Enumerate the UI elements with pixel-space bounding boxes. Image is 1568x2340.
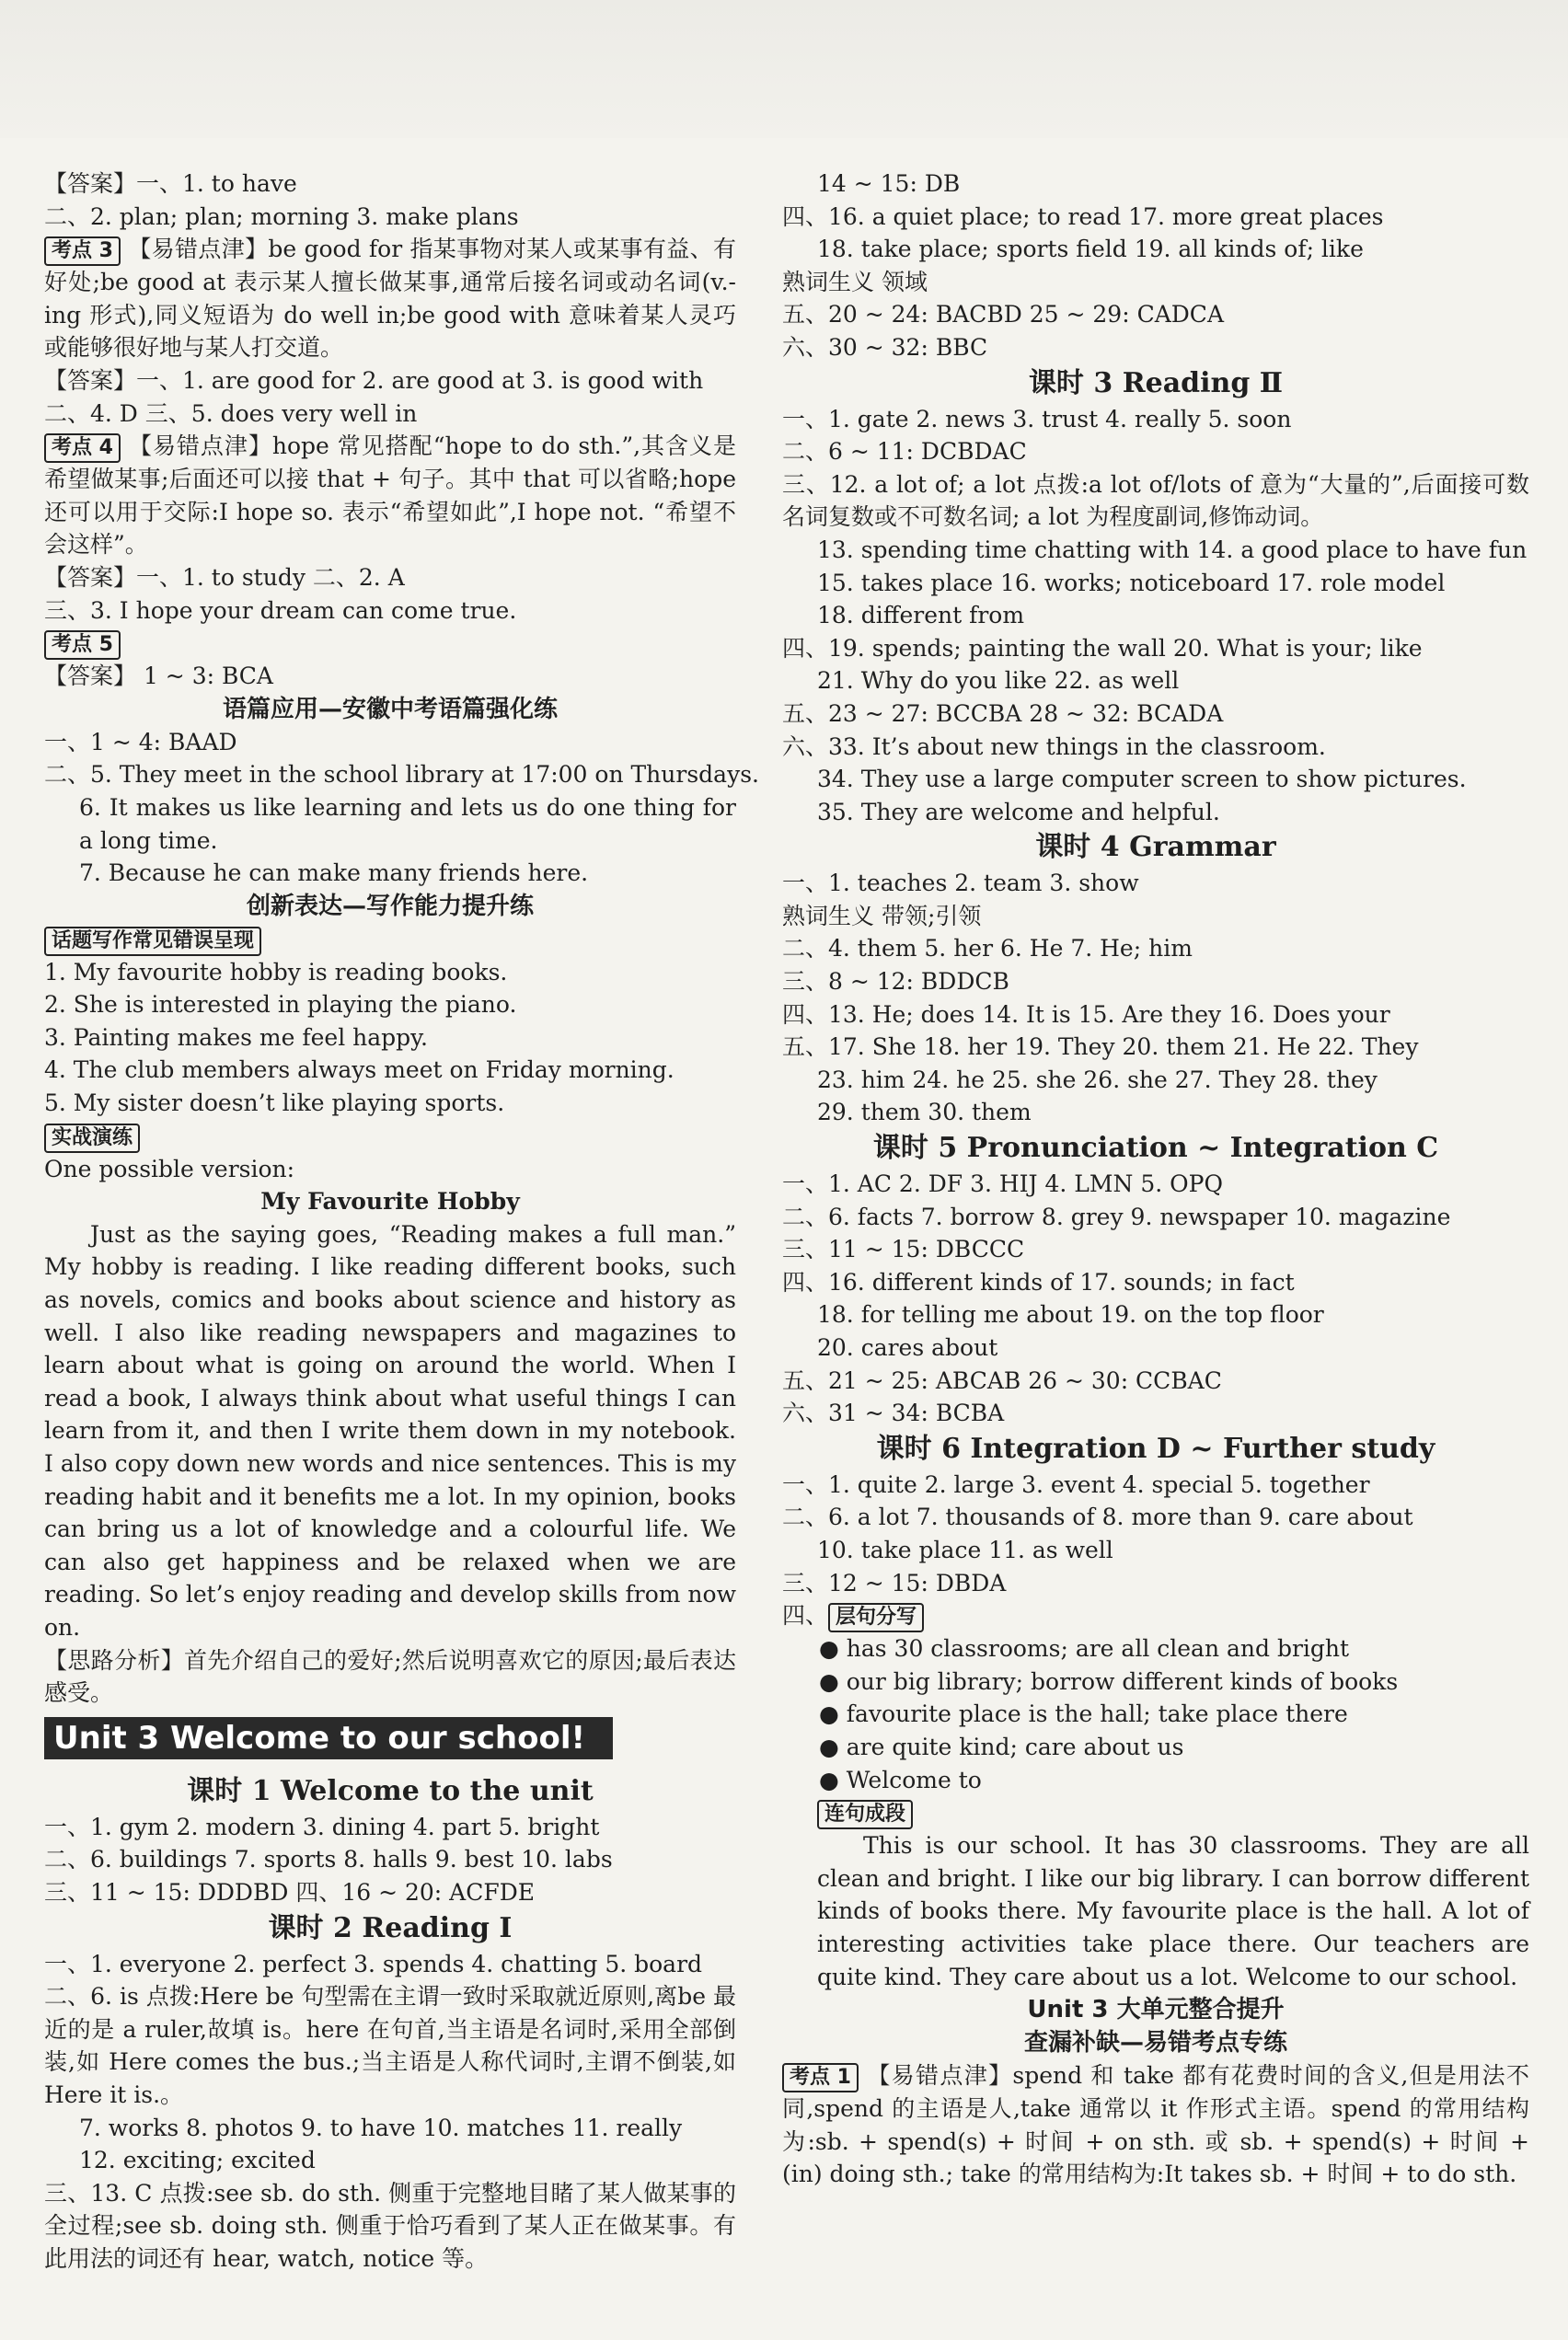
answer-line: 7. Because he can make many friends here. (79, 859, 589, 887)
answer-line: 一、1. everyone 2. perfect 3. spends 4. chatting 5. board (44, 1950, 703, 1977)
tag-row (782, 1796, 1529, 1829)
answer-line: 四、19. spends; painting the wall 20. What is your; like (782, 634, 1423, 662)
layer-tag: 层句分写 (828, 1603, 924, 1632)
answer-line: 12. exciting; excited (79, 2147, 316, 2174)
writing-line: 5. My sister doesn’t like playing sports. (44, 1089, 505, 1117)
answer-line: 一、1. teaches 2. team 3. show (782, 870, 1139, 897)
paragraph: This is our school. It has 30 classrooms. They are all clean and bright. I like our big library. I can borrow different kinds of books there. My favourite place is the hall. A lot of interesting activities take place there. Our teachers are quite kind. They care about us a lot. Welcome to our school. (817, 1832, 1529, 1990)
answer-line: 三、11 ~ 15: DBCCC (782, 1236, 1025, 1263)
answer-line: 10. take place 11. as well (817, 1536, 1113, 1563)
answer-line: 13. spending time chatting with 14. a good place to have fun (817, 536, 1528, 563)
answer-line: 四、16. different kinds of 17. sounds; in fact (782, 1268, 1295, 1296)
answer-line: 15. takes place 16. works; noticeboard 17. role model (817, 569, 1446, 596)
tag-row: 四、 层句分写 (782, 1599, 1529, 1632)
answer-line: 四、13. He; does 14. It is 15. Are they 16. Does your (782, 1000, 1390, 1028)
kaodian-tag: 考点 5 (44, 630, 121, 660)
lesson-title: 课时 3 Reading Ⅱ (1028, 366, 1284, 399)
bullet-item: ● are quite kind; care about us (819, 1733, 1184, 1760)
answer-line: 六、30 ~ 32: BBC (782, 333, 988, 361)
answer-line: 一、1. quite 2. large 3. event 4. special 5. together (782, 1470, 1370, 1498)
answer-line: 【答案】一、1. to study 二、2. A (44, 563, 405, 591)
tag-row (44, 1120, 736, 1153)
answer-line: 熟词生义 领域 (782, 268, 928, 295)
lesson-title: 课时 1 Welcome to the unit (187, 1774, 594, 1807)
answer-line: 6. It makes us like learning and lets us do one thing for a long time. (79, 793, 736, 854)
answer-line: 二、2. plan; plan; morning 3. make plans (44, 202, 519, 230)
writing-line: 1. My favourite hobby is reading books. (44, 958, 508, 986)
right-column (782, 167, 1529, 2191)
answer-line: 20. cares about (817, 1334, 998, 1361)
lesson-title: 课时 6 Integration D ~ Further study (876, 1432, 1435, 1465)
answer-line: 六、31 ~ 34: BCBA (782, 1400, 1005, 1427)
essay-body: Just as the saying goes, “Reading makes a full man.” My hobby is reading. I like reading different books, such as novels, comics and books about science and history as well. I also like reading newspapers and magazines to learn about what is going on around the world. When I read a book, I always think about what useful things I can learn from it, and then I write them down in my notebook. I also copy down new words and nice sentences. This is my reading habit and it benefits me a lot. In my opinion, books can bring us a lot of knowledge and a colourful life. We can also get happiness and be relaxed when we are reading. So let’s enjoy reading and develop skills from now on. (44, 1220, 736, 1641)
answer-line: 23. him 24. he 25. she 26. she 27. They 28. they (817, 1066, 1378, 1093)
section-title: 创新表达—写作能力提升练 (246, 892, 534, 920)
answer-line: 三、8 ~ 12: BDDCB (782, 968, 1009, 996)
analysis: 【思路分析】首先介绍自己的爱好;然后说明喜欢它的原因;最后表达感受。 (44, 1646, 736, 1707)
top-band (0, 0, 1568, 138)
lesson-title: 课时 5 Pronunciation ~ Integration C (872, 1132, 1439, 1165)
answer-line: 14 ~ 15: DB (817, 170, 961, 197)
bullet-item: ● favourite place is the hall; take place there (819, 1700, 1348, 1728)
unit-title-bar: Unit 3 Welcome to our school! (44, 1717, 613, 1759)
answer-line: 一、1. gym 2. modern 3. dining 4. part 5. bright (44, 1813, 600, 1840)
answer-line: 34. They use a large computer screen to show pictures. (817, 766, 1467, 793)
answer-line: 18. different from (817, 602, 1025, 629)
practice-tag: 实战演练 (44, 1124, 140, 1153)
answer-line: 熟词生义 带领;引领 (782, 902, 982, 929)
answer-line: 35. They are welcome and helpful. (817, 798, 1220, 825)
link-tag: 连句成段 (817, 1800, 913, 1829)
answer-line: 二、5. They meet in the school library at 17:00 on Thursdays. (44, 761, 759, 789)
unit-integration-subtitle: 查漏补缺—易错考点专练 (1023, 2029, 1287, 2058)
answer-line: 【答案】一、1. are good for 2. are good at 3. is good with (44, 366, 704, 394)
error-note: 考点 3 【易错点津】be good for 指某事物对某人或某事有益、有好处;be good at 表示某人擅长做某事,通常后接名词或动名词(v.-ing 形式),同义短语为 do well in;be good with 意味着某人灵巧或能够很好地与某人打交道。 (44, 236, 736, 362)
answer-line: 二、6. a lot 7. thousands of 8. more than 9. care about (782, 1504, 1413, 1531)
answer-line: 三、12 ~ 15: DBDA (782, 1569, 1007, 1597)
answer-line: 二、6. buildings 7. sports 8. halls 9. best 10. labs (44, 1846, 613, 1873)
answer-line: 二、6 ~ 11: DCBDAC (782, 438, 1027, 466)
answer-line: 五、20 ~ 24: BACBD 25 ~ 29: CADCA (782, 301, 1224, 329)
bullet-item: ● Welcome to (819, 1766, 982, 1793)
answer-line: 18. take place; sports field 19. all kinds of; like (817, 236, 1364, 263)
answer-line: 三、12. a lot of; a lot 点拨:a lot of/lots of 意为“大量的”,后面接可数名词复数或不可数名词; a lot 为程度副词,修饰动词。 (782, 470, 1529, 531)
answer-line: 一、1. gate 2. news 3. trust 4. really 5. soon (782, 405, 1292, 432)
unit-integration-title: Unit 3 大单元整合提升 (1027, 1996, 1285, 2024)
writing-line: 4. The club members always meet on Friday morning. (44, 1056, 674, 1084)
lesson-title: 课时 4 Grammar (1035, 831, 1276, 864)
essay-title: My Favourite Hobby (260, 1188, 520, 1216)
kaodian-tag: 考点 3 (44, 236, 121, 266)
kaodian-tag: 考点 1 (782, 2063, 859, 2092)
answer-line: 29. them 30. them (817, 1099, 1032, 1126)
bullet-item: ● has 30 classrooms; are all clean and bright (819, 1635, 1350, 1663)
answer-line: 五、21 ~ 25: ABCAB 26 ~ 30: CCBAC (782, 1366, 1222, 1394)
error-note: 考点 4 【易错点津】hope 常见搭配“hope to do sth.”,其含义是希望做某事;后面还可以接 that + 句子。其中 that 可以省略;hope 还可以用于交际:I hope so. 表示“希望如此”,I hope not. “希望不会这样”。 (44, 432, 736, 559)
kaodian-tag: 考点 4 (44, 433, 121, 463)
answer-line: 一、1. AC 2. DF 3. HIJ 4. LMN 5. OPQ (782, 1170, 1223, 1198)
answer-line: 五、23 ~ 27: BCCBA 28 ~ 32: BCADA (782, 699, 1224, 727)
common-errors-tag: 话题写作常见错误呈现 (44, 927, 261, 956)
answer-line: 【答案】一、1. to have (44, 170, 297, 197)
answer-line: 四、16. a quiet place; to read 17. more great places (782, 202, 1384, 230)
answer-line: 21. Why do you like 22. as well (817, 667, 1180, 695)
answer-line: 二、4. them 5. her 6. He 7. He; him (782, 935, 1193, 963)
answer-line: 一、1 ~ 4: BAAD (44, 728, 237, 755)
answer-line: 五、17. She 18. her 19. They 20. them 21. He 22. They (782, 1033, 1419, 1061)
version-label: One possible version: (44, 1155, 295, 1182)
section-title: 语篇应用—安徽中考语篇强化练 (222, 695, 558, 723)
answer-line: 三、11 ~ 15: DDDBD 四、16 ~ 20: ACFDE (44, 1878, 535, 1906)
answer-line: 二、6. is 点拨:Here be 句型需在主谓一致时采取就近原则,离be 最近的是 a ruler,故填 is。here 在句首,当主语是名词时,采用全部倒装,如 Here comes the bus.;当主语是人称代词时,主谓不倒装,如 Here it is.。 (44, 1983, 736, 2108)
answer-line: 二、6. facts 7. borrow 8. grey 9. newspaper 10. magazine (782, 1203, 1451, 1230)
answer-line: 三、13. C 点拨:see sb. do sth. 侧重于完整地目睹了某人做某事的全过程;see sb. doing sth. 侧重于恰巧看到了某人正在做某事。有此用法的词还有 hear, watch, notice 等。 (44, 2179, 736, 2272)
tag-row (44, 923, 736, 956)
kaodian-row (44, 627, 736, 660)
answer-line: 7. works 8. photos 9. to have 10. matches 11. really (79, 2114, 683, 2141)
left-column (44, 167, 759, 2275)
writing-line: 2. She is interested in playing the piano. (44, 991, 517, 1019)
answer-line: 【答案】 1 ~ 3: BCA (44, 663, 273, 690)
error-note: 考点 1 【易错点津】spend 和 take 都有花费时间的含义,但是用法不同,spend 的主语是人,take 通常以 it 作形式主语。spend 的常用结构为:sb. + spend(s) + 时间 + on sth. 或 sb. + spend(s) + 时间 + (in) doing sth.; take 的常用结构为:It takes sb. + 时间 + to do sth. (782, 2062, 1529, 2188)
answer-line: 六、33. It’s about new things in the classroom. (782, 732, 1326, 760)
bullet-item: ● our big library; borrow different kinds of books (819, 1667, 1399, 1695)
answer-line: 二、4. D 三、5. does very well in (44, 399, 418, 427)
answer-line: 三、3. I hope your dream can come true. (44, 596, 517, 624)
lesson-title: 课时 2 Reading Ⅰ (268, 1911, 513, 1944)
writing-line: 3. Painting makes me feel happy. (44, 1023, 428, 1051)
answer-line: 18. for telling me about 19. on the top floor (817, 1301, 1324, 1329)
